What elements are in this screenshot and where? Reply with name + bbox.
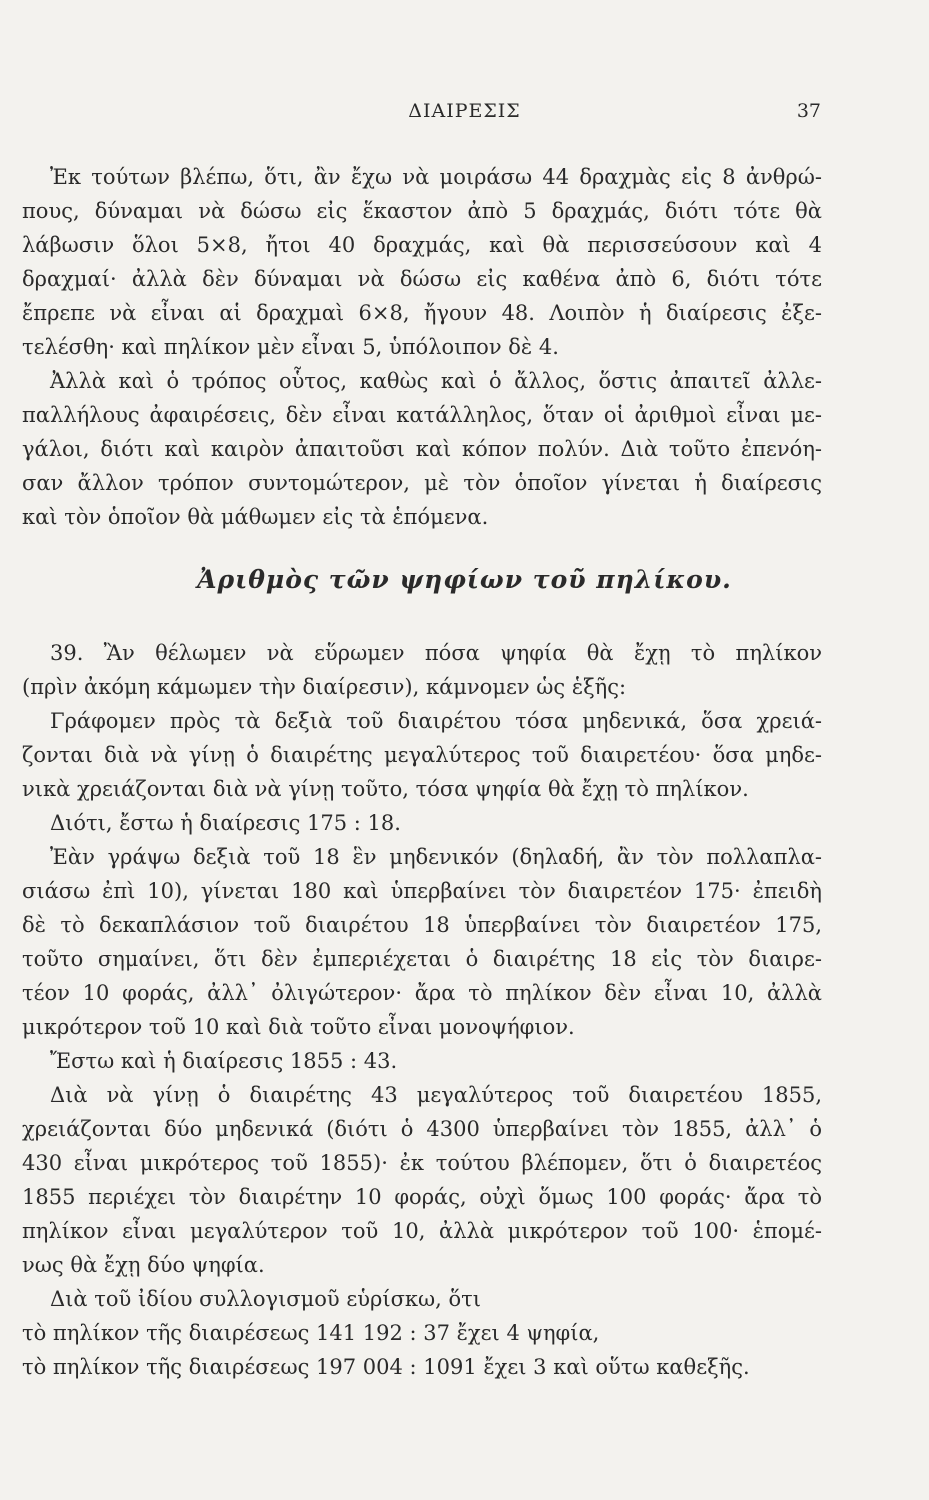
text-line: Ἐὰν γράψω δεξιὰ τοῦ 18 ἓν μηδενικόν (δηλαδή, ἂν τὸν πολλαπλα- xyxy=(50,845,822,869)
text-line: πους, δύναμαι νὰ δώσω εἰς ἕκαστον ἀπὸ 5 δραχμάς, διότι τότε θὰ xyxy=(22,199,822,223)
text-line: γάλοι, διότι καὶ καιρὸν ἀπαιτοῦσι καὶ κόπον πολύν. Διὰ τοῦτο ἐπενόη- xyxy=(22,437,822,461)
text-line: τὸ πηλίκον τῆς διαιρέσεως 197 004 : 1091 ἔχει 3 καὶ οὕτω καθεξῆς. xyxy=(22,1355,750,1379)
text-line: 430 εἶναι μικρότερος τοῦ 1855)· ἐκ τούτου βλέπομεν, ὅτι ὁ διαιρετέος xyxy=(22,1151,822,1175)
text-line: Ἔστω καὶ ἡ διαίρεσις 1855 : 43. xyxy=(50,1049,398,1073)
text-line: πηλίκον εἶναι μεγαλύτερον τοῦ 10, ἀλλὰ μικρότερον τοῦ 100· ἑπομέ- xyxy=(22,1219,822,1243)
page-number: 37 xyxy=(796,100,821,122)
text-line: Διὰ τοῦ ἰδίου συλλογισμοῦ εὑρίσκω, ὅτι xyxy=(50,1287,482,1311)
text-line: σιάσω ἐπὶ 10), γίνεται 180 καὶ ὑπερβαίνει τὸν διαιρετέον 175· ἐπειδὴ xyxy=(22,879,822,903)
text-line: (πρὶν ἀκόμη κάμωμεν τὴν διαίρεσιν), κάμνομεν ὡς ἑξῆς: xyxy=(22,675,627,699)
section-heading: Ἀριθμὸς τῶν ψηφίων τοῦ πηλίκου. xyxy=(197,565,732,594)
text-line: τέον 10 φοράς, ἀλλ᾽ ὀλιγώτερον· ἄρα τὸ πηλίκον δὲν εἶναι 10, ἀλλὰ xyxy=(22,981,822,1005)
text-line: δραχμαί· ἀλλὰ δὲν δύναμαι νὰ δώσω εἰς καθένα ἀπὸ 6, διότι τότε xyxy=(22,267,822,291)
text-line: ζονται διὰ νὰ γίνῃ ὁ διαιρέτης μεγαλύτερος τοῦ διαιρετέου· ὅσα μηδε- xyxy=(22,743,822,767)
text-line: 1855 περιέχει τὸν διαιρέτην 10 φοράς, οὐχὶ ὅμως 100 φοράς· ἄρα τὸ xyxy=(22,1185,822,1209)
text-line: Ἐκ τούτων βλέπω, ὅτι, ἂν ἔχω νὰ μοιράσω 44 δραχμὰς εἰς 8 ἀνθρώ- xyxy=(50,165,822,189)
text-line: Γράφομεν πρὸς τὰ δεξιὰ τοῦ διαιρέτου τόσα μηδενικά, ὅσα χρειά- xyxy=(50,709,822,733)
text-line: μικρότερον τοῦ 10 καὶ διὰ τοῦτο εἶναι μονοψήφιον. xyxy=(22,1015,575,1039)
text-line: δὲ τὸ δεκαπλάσιον τοῦ διαιρέτου 18 ὑπερβαίνει τὸν διαιρετέον 175, xyxy=(22,913,822,937)
text-line: τοῦτο σημαίνει, ὅτι δὲν ἐμπεριέχεται ὁ διαιρέτης 18 εἰς τὸν διαιρε- xyxy=(22,947,822,971)
text-line: παλλήλους ἀφαιρέσεις, δὲν εἶναι κατάλληλος, ὅταν οἱ ἀριθμοὶ εἶναι με- xyxy=(22,403,822,427)
text-line: χρειάζονται δύο μηδενικά (διότι ὁ 4300 ὑπερβαίνει τὸν 1855, ἀλλ᾽ ὁ xyxy=(22,1117,822,1141)
text-line: ἔπρεπε νὰ εἶναι αἱ δραχμαὶ 6×8, ἤγουν 48. Λοιπὸν ἡ διαίρεσις ἐξε- xyxy=(22,301,822,325)
text-line: Διὰ νὰ γίνῃ ὁ διαιρέτης 43 μεγαλύτερος τοῦ διαιρετέου 1855, xyxy=(50,1083,822,1107)
text-line: σαν ἄλλον τρόπον συντομώτερον, μὲ τὸν ὁποῖον γίνεται ἡ διαίρεσις xyxy=(22,471,822,495)
text-line: λάβωσιν ὅλοι 5×8, ἤτοι 40 δραχμάς, καὶ θὰ περισσεύσουν καὶ 4 xyxy=(22,233,822,257)
text-line: 39. Ἂν θέλωμεν νὰ εὕρωμεν πόσα ψηφία θὰ ἔχῃ τὸ πηλίκον xyxy=(50,641,822,665)
text-line: τὸ πηλίκον τῆς διαιρέσεως 141 192 : 37 ἔχει 4 ψηφία, xyxy=(22,1321,600,1345)
text-line: νως θὰ ἔχῃ δύο ψηφία. xyxy=(22,1253,265,1277)
page-header xyxy=(0,100,929,130)
text-line: νικὰ χρειάζονται διὰ νὰ γίνῃ τοῦτο, τόσα ψηφία θὰ ἔχῃ τὸ πηλίκον. xyxy=(22,777,749,801)
text-line: καὶ τὸν ὁποῖον θὰ μάθωμεν εἰς τὰ ἑπόμενα. xyxy=(22,505,489,529)
text-line: τελέσθη· καὶ πηλίκον μὲν εἶναι 5, ὑπόλοιπον δὲ 4. xyxy=(22,335,559,359)
text-line: Διότι, ἔστω ἡ διαίρεσις 175 : 18. xyxy=(50,811,401,835)
text-line: Ἀλλὰ καὶ ὁ τρόπος οὗτος, καθὼς καὶ ὁ ἄλλος, ὅστις ἀπαιτεῖ ἀλλε- xyxy=(50,369,822,393)
running-title: ΔΙΑΙΡΕΣΙΣ xyxy=(408,100,521,122)
